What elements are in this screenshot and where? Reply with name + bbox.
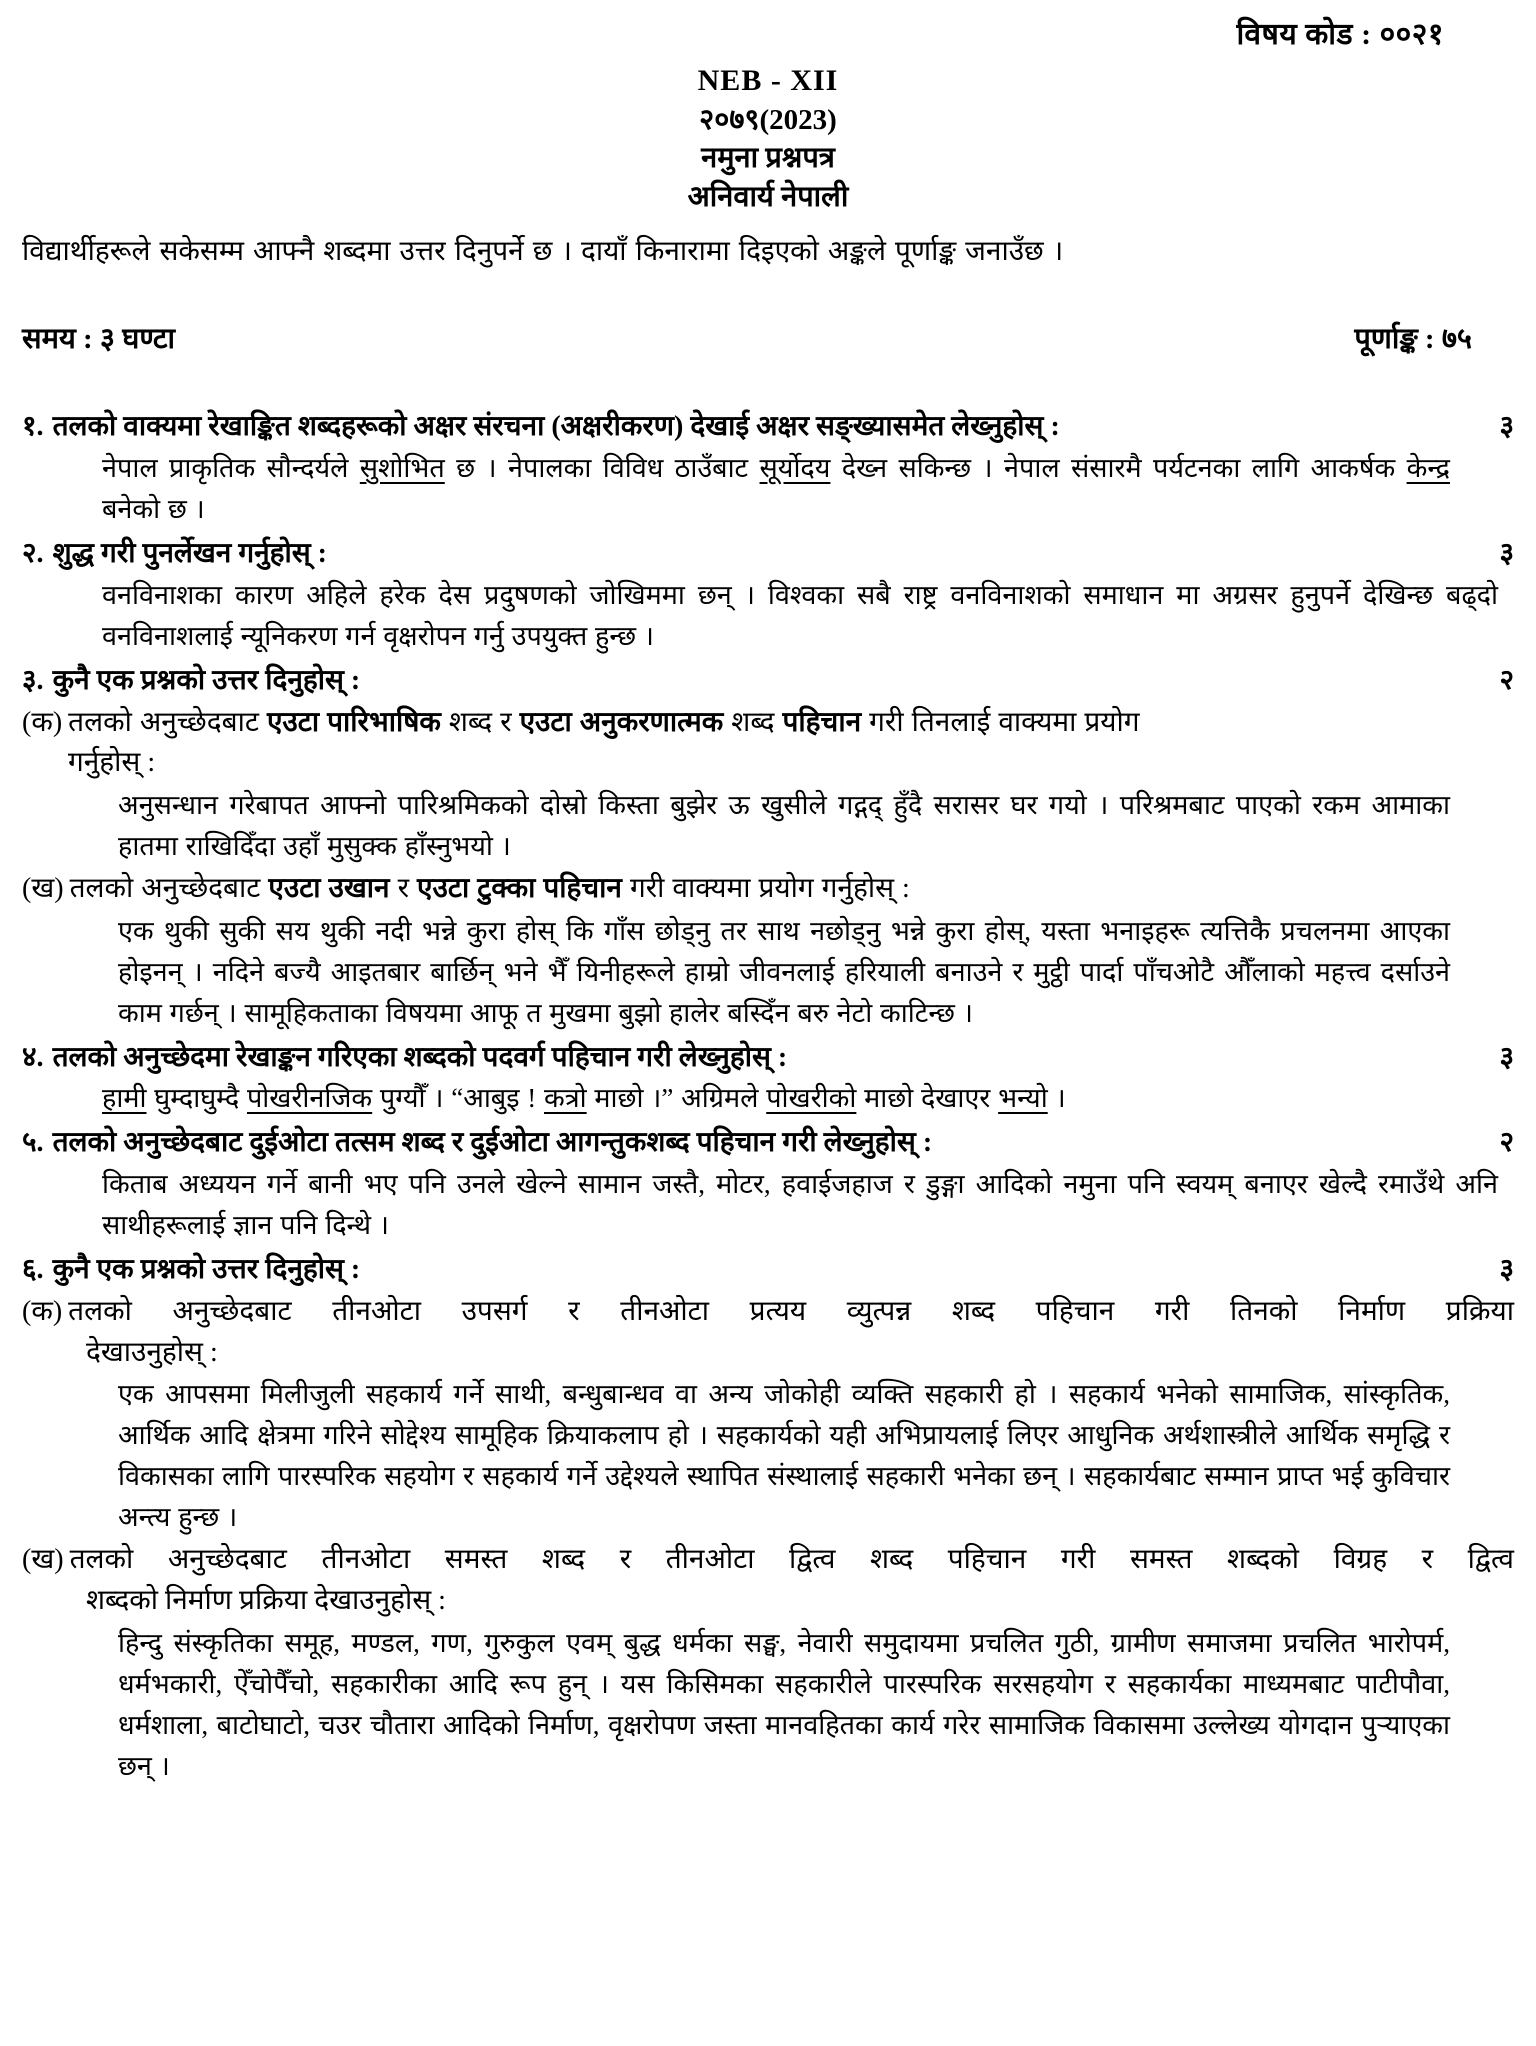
question-6-sub-b-continuation: शब्दको निर्माण प्रक्रिया देखाउनुहोस् : [86, 1584, 446, 1616]
question-1-mark: ३ [1499, 411, 1514, 443]
question-2-number: २. [22, 538, 44, 570]
question-2-head [22, 534, 1514, 574]
q3a-t4: गरी तिनलाई वाक्यमा प्रयोग [861, 706, 1140, 738]
q3b-t2: र [389, 873, 418, 904]
full-marks: पूर्णाङ्क : ७५ [1354, 323, 1472, 356]
q3a-t2: शब्द र [440, 706, 520, 738]
question-1-passage [22, 448, 1514, 530]
question-3-sub-a-label: (क) [22, 706, 63, 738]
question-3-text: कुनै एक प्रश्नको उत्तर दिनुहोस् : [52, 665, 361, 696]
question-3-sub-b-label: (ख) [22, 873, 64, 904]
question-3-sub-a-passage: अनुसन्धान गरेबापत आफ्नो पारिश्रमिकको दोस्रो किस्ता बुझेर ऊ खुसीले गद्गद् हुँदै सरासर घर गयो । परिश्रमबाट पाएको रकम आमाका हातमा राखिदिँदा उहाँ मुसुक्क हाँस्नुभयो । [118, 789, 1450, 861]
question-1-number: १. [22, 411, 44, 443]
question-5-head [22, 1123, 1514, 1163]
q4-part-a: घुम्दाघुम्दै [146, 1083, 247, 1114]
question-6-sub-a-label: (क) [22, 1296, 63, 1328]
q3b-b1: एउटा उखान [268, 873, 390, 904]
question-5-mark: २ [1499, 1127, 1514, 1159]
question-4-head [22, 1038, 1514, 1078]
q1-passage-part-a: नेपाल प्राकृतिक सौन्दर्यले [102, 453, 360, 484]
title-block [22, 61, 1514, 217]
q1-passage-part-b: छ । नेपालका विविध ठाउँबाट [444, 453, 760, 484]
question-6-sub-a-text: तलको अनुच्छेदबाट तीनओटा उपसर्ग र तीनओटा प्रत्यय व्युत्पन्न शब्द पहिचान गरी तिनको निर्माण प्रक्रिया [68, 1296, 1514, 1328]
question-4-mark: ३ [1499, 1041, 1514, 1073]
question-6 [22, 1250, 1514, 1786]
question-6-number: ६. [22, 1254, 44, 1286]
question-4-text: तलको अनुच्छेदमा रेखाङ्कन गरिएका शब्दको पदवर्ग पहिचान गरी लेख्नुहोस् : [52, 1041, 788, 1073]
question-3 [22, 661, 1514, 1034]
question-6-sub-b [22, 1540, 1514, 1786]
q3b-t1: तलको अनुच्छेदबाट [69, 873, 269, 904]
question-6-sub-b-passage: हिन्दु संस्कृतिका समूह, मण्डल, गण, गुरुकुल एवम् बुद्ध धर्मका सङ्घ, नेवारी समुदायमा प्रचलित गुठी, ग्रामीण समाजमा प्रचलित भारोपर्म, धर्मभकारी, ऐँचोपैँचो, सहकारीका आदि रूप हुन् । यस किसिमका सहकारीले पारस्परिक सरसहयोग र सहकार्यका माध्यमबाट पाटीपौवा, धर्मशाला, बाटोघाटो, चउर चौतारा आदिको निर्माण, वृक्षरोपण जस्ता मानवहितका कार्य गरेर सामाजिक विकासमा उल्लेख्य योगदान पुर्‍याएका छन् । [118, 1627, 1450, 1781]
question-6-text: कुनै एक प्रश्नको उत्तर दिनुहोस् : [52, 1254, 361, 1286]
q3b-t3: गरी वाक्यमा प्रयोग गर्नुहोस् : [621, 873, 910, 904]
q4-part-c: माछो ।” अग्रिमले [586, 1083, 767, 1114]
q1-underlined-word-2: सूर्योदय [759, 453, 831, 484]
general-instruction: विद्यार्थीहरूले सकेसम्म आफ्नै शब्दमा उत्तर दिनुपर्ने छ । दायाँ किनारामा दिइएको अङ्कले पूर्णाङ्क जनाउँछ । [22, 235, 1064, 267]
question-4-passage [22, 1078, 1514, 1119]
q4-underlined-word-4: पोखरीको [766, 1083, 857, 1114]
question-5 [22, 1123, 1514, 1246]
question-1 [22, 407, 1514, 530]
q4-underlined-word-2: पोखरीनजिक [246, 1083, 373, 1114]
question-2-mark: ३ [1499, 538, 1514, 570]
question-3-sub-a-head [22, 703, 1514, 744]
q4-part-b: पुग्यौँ । “आबुइ ! [372, 1083, 544, 1114]
questions-list [22, 407, 1514, 1786]
question-3-sub-b-text [70, 869, 1514, 910]
question-3-number: ३. [22, 665, 44, 696]
q3a-t3: शब्द [723, 706, 783, 738]
question-4-number: ४. [22, 1041, 44, 1073]
question-5-number: ५. [22, 1127, 44, 1159]
q1-passage-part-d: बनेको छ । [102, 494, 205, 525]
question-3-sub-b-head [22, 869, 1514, 910]
time-and-marks-row [22, 318, 1514, 357]
question-6-sub-a-continuation: देखाउनुहोस् : [86, 1336, 218, 1368]
q4-part-e: । [1047, 1083, 1066, 1114]
question-3-sub-a [22, 703, 1514, 867]
q4-underlined-word-1: हामी [102, 1083, 147, 1114]
q1-underlined-word-3: केन्द्र [1406, 453, 1450, 484]
q3b-b2: एउटा टुक्का पहिचान [417, 873, 622, 904]
question-6-sub-b-label: (ख) [22, 1544, 64, 1576]
q3a-t1: तलको अनुच्छेदबाट [68, 706, 267, 738]
question-3-sub-b-passage: एक थुकी सुकी सय थुकी नदी भन्ने कुरा होस् कि गाँस छोड्नु तर साथ नछोड्नु भन्ने कुरा होस्, यस्ता भनाइहरू त्यत्तिकै प्रचलनमा आएका होइनन् । नदिने बज्यै आइतबार बार्छिन् भने भैँ यिनीहरूले हाम्रो जीवनलाई हरियाली बनाउने र मुट्ठी पार्दा पाँचओटै औँलाको महत्त्व दर्साउने काम गर्छन् । सामूहिकताका विषयमा आफू त मुखमा बुझो हालेर बस्दिँन बरु नेटो काटिन्छ । [118, 915, 1450, 1028]
board-title: NEB - XII [697, 64, 839, 97]
question-3-sub-a-continuation: गर्नुहोस् : [68, 747, 156, 779]
q1-passage-part-c: देख्न सकिन्छ । नेपाल संसारमै पर्यटनका लागि आकर्षक [830, 453, 1407, 484]
subject-name: अनिवार्य नेपाली [687, 181, 849, 214]
question-6-sub-a-passage: एक आपसमा मिलीजुली सहकार्य गर्ने साथी, बन्धुबान्धव वा अन्य जोकोही व्यक्ति सहकारी हो । सहकार्य भनेको सामाजिक, सांस्कृतिक, आर्थिक आदि क्षेत्रमा गरिने सोद्देश्य सामूहिक क्रियाकलाप हो । सहकार्यको यही अभिप्रायलाई लिएर आधुनिक अर्थशास्त्रीले आर्थिक समृद्धि र विकासका लागि पारस्परिक सहयोग र सहकार्य गर्ने उद्देश्यले स्थापित संस्थालाई सहकारी भनेका छन् । सहकार्यबाट सम्मान प्राप्त भई कुविचार अन्त्य हुन्छ । [118, 1379, 1450, 1533]
question-6-head [22, 1250, 1514, 1290]
question-3-sub-a-text [68, 703, 1514, 744]
question-6-sub-b-text: तलको अनुच्छेदबाट तीनओटा समस्त शब्द र तीनओटा द्वित्व शब्द पहिचान गरी समस्त शब्दको विग्रह र द्वित्व [69, 1544, 1514, 1576]
question-5-text: तलको अनुच्छेदबाट दुईओटा तत्सम शब्द र दुईओटा आगन्तुकशब्द पहिचान गरी लेख्नुहोस् : [52, 1127, 933, 1159]
exam-year: २०७९(2023) [699, 103, 837, 136]
question-2-text: शुद्ध गरी पुनर्लेखन गर्नुहोस् : [52, 538, 327, 570]
question-2 [22, 534, 1514, 657]
question-3-sub-b [22, 869, 1514, 1034]
subject-code: विषय कोड : ००२१ [1236, 18, 1444, 51]
q4-underlined-word-5: भन्यो [998, 1083, 1048, 1114]
question-3-mark: २ [1499, 665, 1514, 696]
q4-part-d: माछो देखाएर [856, 1083, 999, 1114]
question-6-sub-a [22, 1292, 1514, 1538]
q3a-b1: एउटा पारिभाषिक [266, 706, 441, 738]
paper-type: नमुना प्रश्नपत्र [701, 142, 835, 175]
q4-underlined-word-3: कत्रो [543, 1083, 587, 1114]
time-allowed: समय : ३ घण्टा [22, 323, 175, 356]
question-1-text: तलको वाक्यमा रेखाङ्कित शब्दहरूको अक्षर संरचना (अक्षरीकरण) देखाई अक्षर सङ्ख्यासमेत लेख्नुहोस् : [52, 411, 1060, 443]
q3a-b3: पहिचान [782, 706, 862, 738]
question-2-passage: वनविनाशका कारण अहिले हरेक देस प्रदुषणको जोखिममा छन् । विश्वका सबै राष्ट्र वनविनाशको समाधान मा अग्रसर हुनुपर्ने देखिन्छ बढ्दो वनविनाशलाई न्यूनिकरण गर्न वृक्षरोपन गर्नु उपयुक्त हुन्छ । [102, 579, 1498, 651]
question-3-head [22, 661, 1514, 701]
question-1-head [22, 407, 1514, 447]
q3a-b2: एउटा अनुकरणात्मक [519, 706, 724, 738]
q1-underlined-word-1: सुशोभित [359, 453, 445, 484]
question-6-sub-b-head [22, 1540, 1514, 1581]
question-5-passage: किताब अध्ययन गर्ने बानी भए पनि उनले खेल्ने सामान जस्तै, मोटर, हवाईजहाज र डुङ्गा आदिको नमुना पनि स्वयम् बनाएर खेल्दै रमाउँथे अनि साथीहरूलाई ज्ञान पनि दिन्थे । [102, 1169, 1498, 1241]
question-4 [22, 1038, 1514, 1120]
question-6-sub-a-head [22, 1292, 1514, 1333]
question-6-mark: ३ [1499, 1254, 1514, 1286]
